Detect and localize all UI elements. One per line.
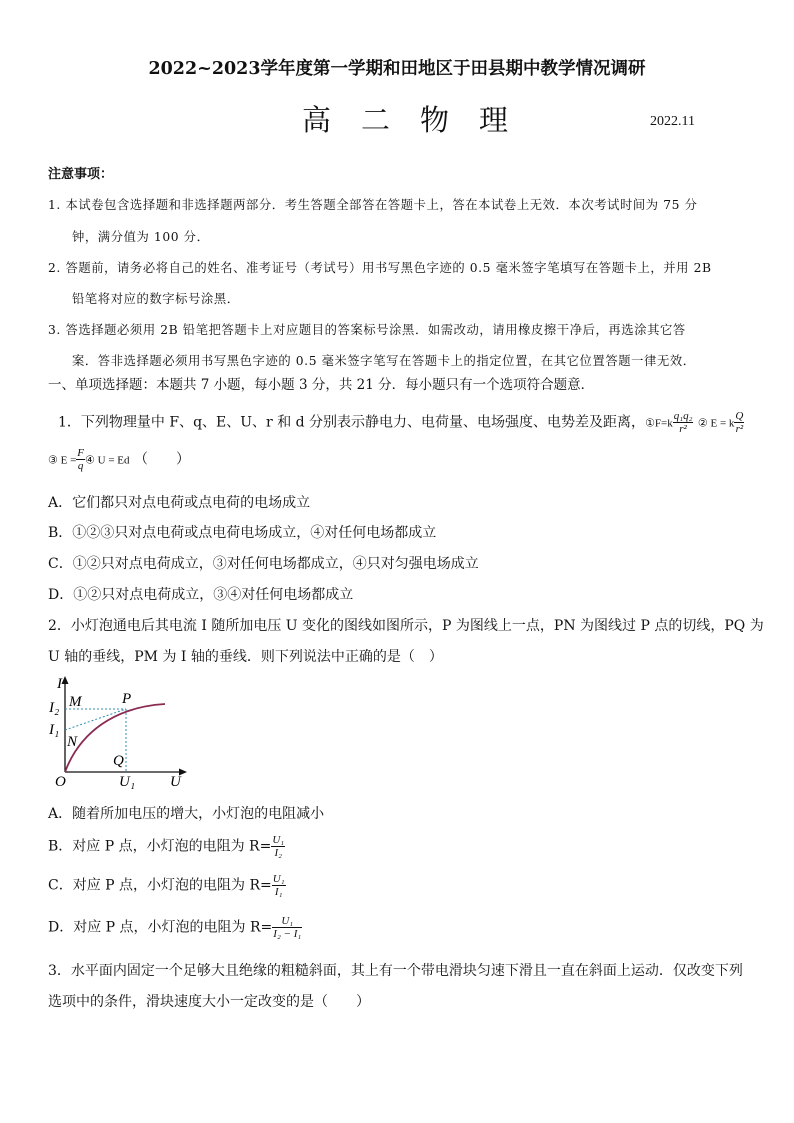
label-q: Q (113, 753, 124, 769)
notice-line: 2. 答题前，请务必将自己的姓名、准考证号（考试号）用书写黑色字迹的 0.5 毫米签字笔填写在答题卡上，并用 2B (48, 261, 712, 275)
formula-1-fraction (673, 410, 694, 435)
q2-option-a: A．随着所加电压的增大，小灯泡的电阻减小 (48, 806, 325, 822)
formula-1-prefix: ①F=k (645, 417, 673, 430)
formula-4: ④ U = Ed (85, 454, 130, 467)
notice-line: 1. 本试卷包含选择题和非选择题两部分．考生答题全部答在答题卡上，答在本试卷上无效．本次考试时间为 75 分 (48, 198, 698, 212)
iu-graph (45, 672, 195, 792)
formula-3-den: q (77, 460, 84, 472)
notice-line: 钟，满分值为 100 分． (72, 230, 210, 244)
formula-1-num: q₁q₂ (673, 410, 693, 422)
formula-1-den: r² (679, 423, 687, 435)
option-a: A．它们都只对点电荷或点电荷的电场成立 (48, 495, 311, 511)
q2-option-b-den: I₂ (274, 847, 282, 859)
label-o: O (55, 774, 66, 790)
q2-option-d-fraction (272, 915, 302, 940)
q2-option-c-text: C．对应 P 点，小灯泡的电阻为 R= (48, 877, 272, 894)
pn-tangent (65, 709, 126, 730)
label-i: I (57, 676, 62, 692)
label-m: M (69, 694, 82, 710)
question-1-stem (58, 410, 744, 435)
label-n: N (67, 734, 78, 750)
option-b: B．①②③只对点电荷或点电荷电场成立，④对任何电场都成立 (48, 525, 437, 541)
subject-title (302, 98, 538, 139)
formula-3-num: F (77, 447, 85, 459)
formula-2-prefix: ② E = k (697, 417, 735, 430)
q2-option-b (48, 834, 285, 859)
q2-option-c-fraction (272, 873, 286, 898)
question-1-text: 1．下列物理量中 F、q、E、U、r 和 d 分别表示静电力、电荷量、电场强度、电势差及距离， (58, 414, 646, 431)
q2-option-c-num: U₁ (272, 873, 285, 885)
formula-2-num: Q (735, 410, 744, 422)
subject-char: 二 (361, 103, 391, 137)
subject-char: 高 (302, 103, 332, 137)
notice-heading: 注意事项： (48, 167, 114, 182)
label-u1: U₁ (119, 774, 136, 790)
question-2-stem-line2: U 轴的垂线，PM 为 I 轴的垂线．则下列说法中正确的是（ ） (48, 649, 443, 665)
question-2-stem-line1: 2．小灯泡通电后其电流 I 随所加电压 U 变化的图线如图所示，P 为图线上一点，PN 为图线过 P 点的切线，PQ 为 (48, 618, 764, 634)
section-heading: 一、单项选择题：本题共 7 小题，每小题 3 分，共 21 分．每小题只有一个选项符合题意． (48, 377, 595, 393)
formula-3-fraction (76, 447, 85, 472)
label-i1: I₁ (49, 722, 60, 738)
formula-2-den: r² (735, 423, 744, 435)
q2-option-b-text: B．对应 P 点，小灯泡的电阻为 R= (48, 838, 272, 855)
formula-2-fraction (734, 410, 744, 435)
question-3-stem-line1: 3．水平面内固定一个足够大且绝缘的粗糙斜面，其上有一个带电滑块匀速下滑且一直在斜面上运动．仅改变下列 (48, 963, 743, 979)
q2-option-d (48, 915, 302, 940)
i-axis-arrow-icon (62, 676, 69, 684)
q2-option-c-den: I₁ (274, 886, 283, 898)
exam-date: 2022.11 (650, 114, 695, 129)
notice-line: 铅笔将对应的数字标号涂黑． (72, 292, 240, 306)
subject-char: 理 (479, 103, 509, 137)
notice-line: 3. 答选择题必须用 2B 铅笔把答题卡上对应题目的答案标号涂黑．如需改动，请用橡皮擦干净后，再选涂其它答 (48, 323, 686, 337)
label-i2: I₂ (49, 700, 60, 716)
label-u: U (170, 774, 181, 790)
option-c: C．①②只对点电荷成立，③对任何电场都成立，④只对匀强电场成立 (48, 556, 479, 572)
question-3-stem-line2: 选项中的条件，滑块速度大小一定改变的是（ ） (48, 994, 370, 1010)
answer-blank: （ ） (133, 451, 190, 468)
label-p: P (122, 691, 132, 707)
option-d: D．①②只对点电荷成立，③④对任何电场都成立 (48, 587, 354, 603)
notice-line: 案．答非选择题必须用书写黑色字迹的 0.5 毫米签字笔写在答题卡上的指定位置，在其它位置答题一律无效． (72, 354, 696, 368)
q2-option-d-den: I₂ − I₁ (273, 928, 302, 940)
q2-option-d-text: D．对应 P 点，小灯泡的电阻为 R= (48, 919, 273, 936)
exam-title: 2022~2023学年度第一学期和田地区于田县期中教学情况调研 (148, 59, 646, 79)
q2-option-c (48, 873, 286, 898)
subject-char: 物 (420, 103, 450, 137)
q2-option-b-fraction (271, 834, 285, 859)
q2-option-d-num: U₁ (272, 915, 302, 928)
q2-option-b-num: U₁ (272, 834, 285, 846)
formula-3-prefix: ③ E = (48, 454, 77, 467)
question-1-formulas (48, 447, 190, 472)
